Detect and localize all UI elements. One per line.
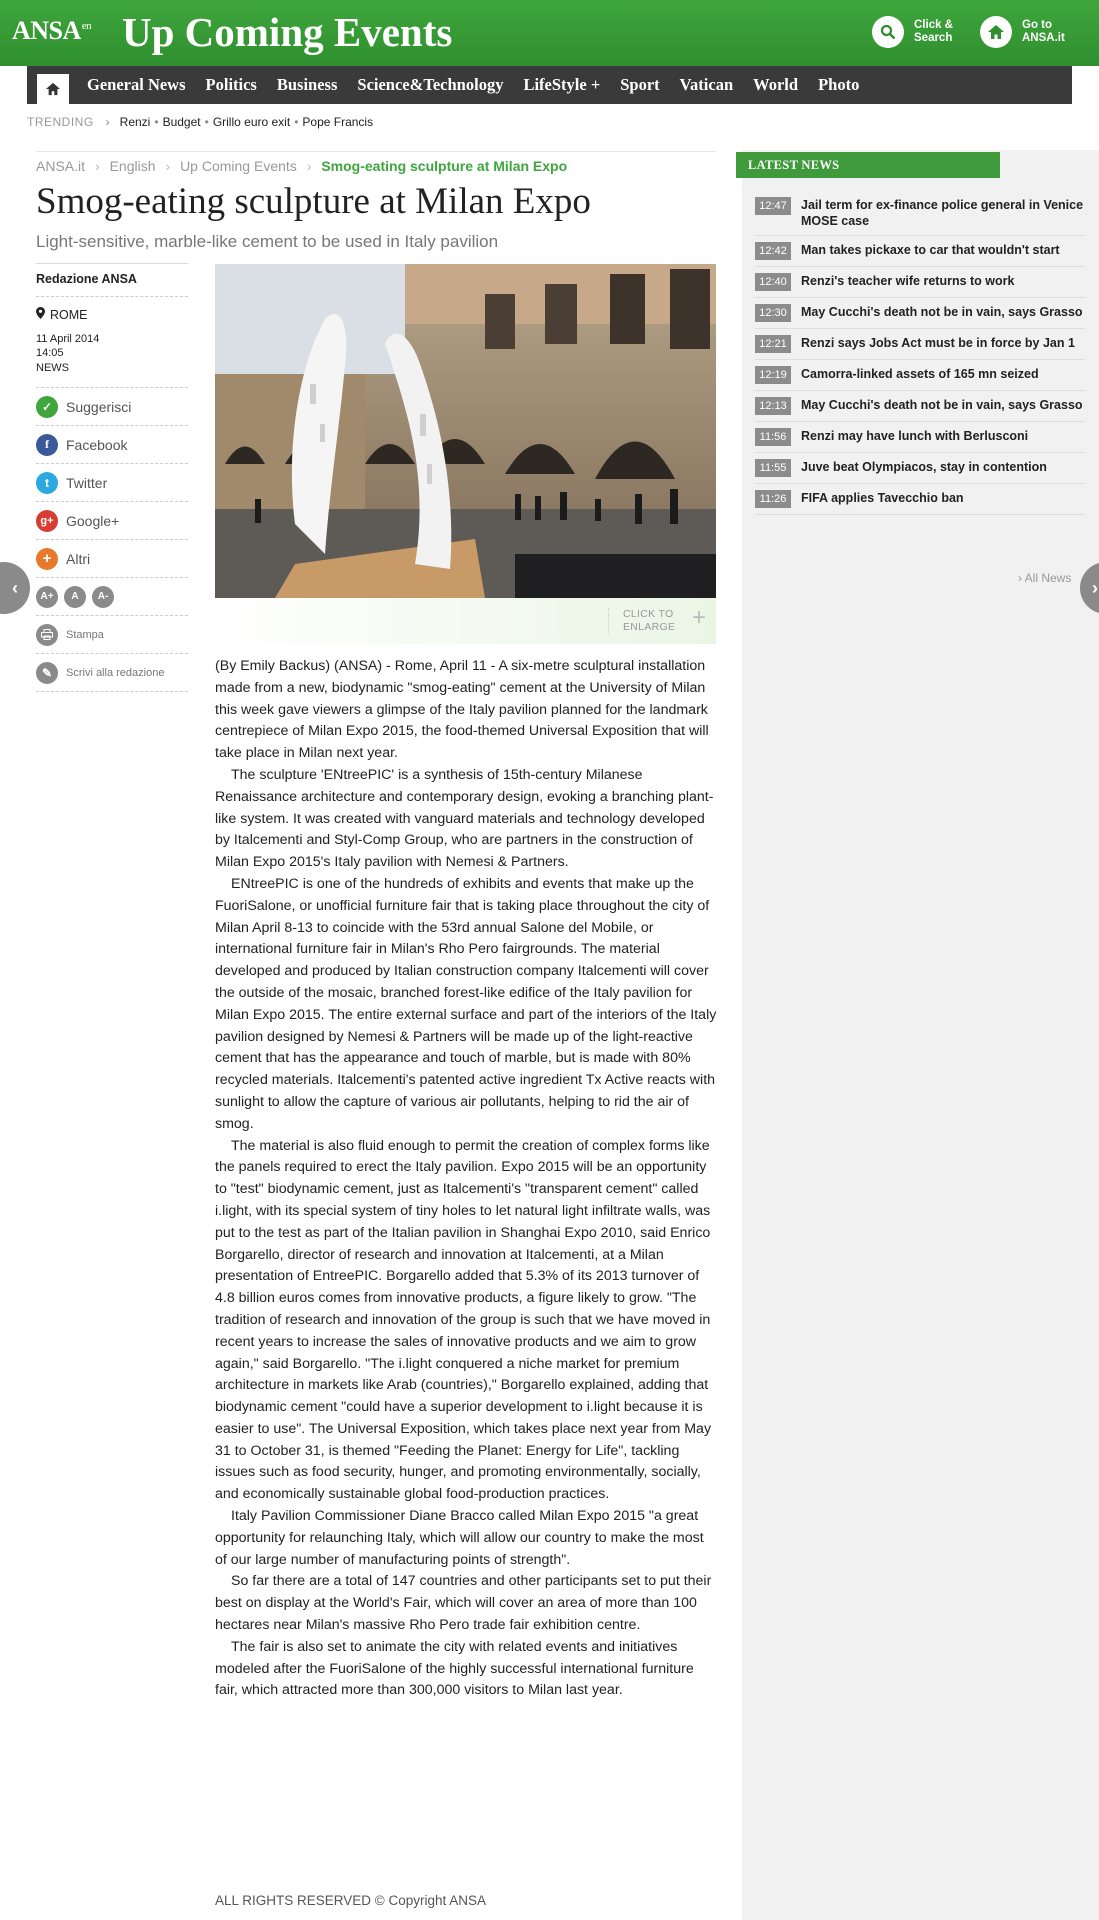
copyright: ALL RIGHTS RESERVED © Copyright ANSA [215,1893,487,1908]
nav-item-science-technology[interactable]: Science&Technology [357,75,504,94]
news-item[interactable] [755,422,1085,453]
trending-label: TRENDING [27,115,94,129]
news-time: 11:55 [755,459,791,477]
share-tools [36,387,188,692]
breadcrumb: ANSA.it › English › Up Coming Events › Smog-eating sculpture at Milan Expo [36,151,716,174]
news-item[interactable] [755,484,1085,515]
news-item[interactable] [755,453,1085,484]
news-title[interactable]: Man takes pickaxe to car that wouldn't start [801,243,1060,257]
enlarge-label: CLICK TO ENLARGE [608,608,675,634]
pencil-icon: ✎ [36,662,58,684]
news-title[interactable]: May Cucchi's death not be in vain, says Grasso [801,398,1083,412]
trending-item[interactable]: Grillo euro exit [212,115,291,129]
chevron-right-icon: › [105,115,110,129]
write-editor-button[interactable]: ✎ Scrivi alla redazione [36,654,188,692]
trending-item[interactable]: Budget [162,115,201,129]
news-item[interactable] [755,360,1085,391]
chevron-left-icon: ‹ [12,577,18,598]
news-time: 12:40 [755,273,791,291]
previous-article-button[interactable] [0,562,30,614]
home-icon [980,16,1012,48]
suggerisci-button[interactable]: ✓ Suggerisci [36,387,188,426]
nav-item-sport[interactable]: Sport [620,75,660,94]
article-body [215,656,717,1702]
news-time: 12:42 [755,242,791,260]
news-time: 12:30 [755,304,791,322]
separator: • [204,115,209,129]
map-pin-icon [36,307,45,322]
news-item[interactable] [755,329,1085,360]
article-photo[interactable] [215,264,716,598]
twitter-button[interactable]: t Twitter [36,464,188,502]
news-time: 12:19 [755,366,791,384]
google-plus-button[interactable]: g+ Google+ [36,502,188,540]
news-title[interactable]: Renzi may have lunch with Berlusconi [801,429,1029,443]
news-item[interactable] [755,298,1085,329]
font-decrease-button[interactable]: A- [92,586,114,608]
news-item[interactable] [755,236,1085,267]
nav-item-photo[interactable]: Photo [818,75,860,94]
news-title[interactable]: FIFA applies Tavecchio ban [801,491,964,505]
article-paragraph: ENtreePIC is one of the hundreds of exhibits and events that make up the FuoriSalone, or unofficial furniture fair that is taking place throughout the city of Milan April 8-13 to coincide with the 53rd annual Salone del Mobile, or international furniture fair in Milan's Rho Pero fairgrounds. The material developed and produced by Italian construction company Italcementi will cover the outside of the mosaic, branched forest-like edifice of the Italy pavilion for Milan Expo 2015. The entire external surface and part of the interiors of the Italy pavilion designed by Nemesi & Partners will be made up of the light-reactive cement that has the appearance and touch of marble, but is made with 80% recycled materials. Italcementi's patented active ingredient Tx Active reacts with sunlight to allow the capture of various air pollutants, helping to rid the air of smog. [215,875,717,1132]
nav-item-politics[interactable]: Politics [205,75,257,94]
font-size-controls [36,578,188,616]
nav-item-vatican[interactable]: Vatican [679,75,734,94]
separator: • [294,115,299,129]
twitter-icon: t [36,472,58,494]
article-paragraph: Italy Pavilion Commissioner Diane Bracco called Milan Expo 2015 "a great opportunity for relaunching Italy, which will allow our country to make the most of our large number of manufacturing points of strength". [215,1508,704,1568]
article-subtitle: Light-sensitive, marble-like cement to be used in Italy pavilion [36,232,499,251]
latest-news-header: LATEST NEWS [736,152,1000,178]
trending-item[interactable]: Renzi [119,115,151,129]
location: ROME [36,307,188,322]
breadcrumb-item[interactable]: English [109,158,156,174]
article-paragraph: The fair is also set to animate the city with related events and initiatives modeled after the FuoriSalone of the highly successful international furniture fair, which attracted more than 300,000 visitors to Milan last year. [215,1638,694,1699]
site-header [0,0,1099,66]
news-time: 11:26 [755,490,791,508]
all-news-link[interactable]: › All News [1018,571,1072,585]
latest-news-list [755,191,1085,515]
news-item[interactable] [755,391,1085,422]
trending-item[interactable]: Pope Francis [302,115,374,129]
search-icon [872,16,904,48]
news-time: 12:47 [755,197,791,215]
facebook-icon: f [36,434,58,456]
google-plus-icon: g+ [36,510,58,532]
font-increase-button[interactable]: A+ [36,586,58,608]
news-title[interactable]: Renzi says Jobs Act must be in force by Jan 1 [801,336,1075,350]
news-title[interactable]: Renzi's teacher wife returns to work [801,274,1015,288]
category: NEWS [36,362,69,374]
main-nav [27,66,1072,104]
plus-icon: + [691,604,706,631]
news-title[interactable]: May Cucchi's death not be in vain, says Grasso [801,305,1083,319]
ansa-logo[interactable]: $ANSA^{en}$ [12,16,92,45]
chevron-right-icon: › [1092,577,1098,598]
nav-item-general-news[interactable]: General News [87,75,186,94]
thumbs-up-icon: ✓ [36,396,58,418]
article-title: Smog-eating sculpture at Milan Expo [36,181,591,222]
publish-date: 11 April 2014 14:05 [36,333,100,359]
separator: • [154,115,159,129]
nav-item-lifestyle[interactable]: LifeStyle + [523,75,601,94]
goto-ansa-button[interactable]: Go to ANSA.it [980,16,1082,48]
nav-item-world[interactable]: World [753,75,799,94]
nav-home-button[interactable] [37,74,69,104]
news-time: 11:56 [755,428,791,446]
printer-icon [36,624,58,646]
section-title[interactable]: Up Coming Events [122,9,453,55]
enlarge-photo-bar[interactable] [215,598,716,644]
home-icon [45,82,61,96]
plus-icon: + [36,548,58,570]
altri-button[interactable]: + Altri [36,540,188,578]
facebook-button[interactable]: f Facebook [36,426,188,464]
print-button[interactable]: Stampa [36,616,188,654]
article-paragraph: The material is also fluid enough to permit the creation of complex forms like the panels required to erect the Italy pavilion. Expo 2015 will be an opportunity to "test" biodynamic cement, just as Italcementi's "transparent cement" called i.light, with its special system of tiny holes to let natural light infiltrate walls, was put to the test as part of the Italian pavilion in Shanghai Expo 2010, said Enrico Borgarello, director of research and innovation at Italcementi, at a Milan presentation of EntreePIC. Borgarello added that 5.3% of its 2013 turnover of 4.8 billion euros comes from innovative products, a figure likely to grow. "The tradition of research and innovation of the group is such that we have moved in recent years to increase the sales of innovative products and we aim to grow again," said Borgarello. "The i.light conquered a niche market for premium architecture in markets like Arab (countries)," Borgarello explained, adding that biodynamic cement "could have a superior development to i.light because it is easier to use". The Universal Exposition, which takes place next year from May 31 to October 31, is themed "Feeding the Planet: Energy for Life", tackling issues such as food security, hunger, and promoting environmentally, socially, and economically sustainable global food-production practices. [215,1137,712,1503]
sculpture-photo [215,264,716,598]
trending-bar [27,115,373,129]
news-item[interactable] [755,191,1085,236]
news-time: 12:21 [755,335,791,353]
font-reset-button[interactable]: A [64,586,86,608]
click-search-button[interactable]: Click & Search [872,16,974,48]
news-item[interactable] [755,267,1085,298]
news-title[interactable]: Jail term for ex-finance police general in Venice MOSE case [801,198,1084,228]
author: Redazione ANSA [36,263,188,286]
article-paragraph: So far there are a total of 147 countries and other participants set to put their best on display at the World's Fair, which will cover an area of more than 100 hectares near Milan's massive Rho Pero trade fair exhibition centre. [215,1573,712,1634]
news-time: 12:13 [755,397,791,415]
news-title[interactable]: Juve beat Olympiacos, stay in contention [801,460,1047,474]
breadcrumb-item[interactable]: Up Coming Events [180,158,297,174]
breadcrumb-current: Smog-eating sculpture at Milan Expo [321,158,568,174]
breadcrumb-item[interactable]: ANSA.it [36,158,86,174]
nav-item-business[interactable]: Business [276,75,338,94]
news-title[interactable]: Camorra-linked assets of 165 mn seized [801,367,1039,381]
article-paragraph: (By Emily Backus) (ANSA) - Rome, April 11 - A six-metre sculptural installation made from a new, biodynamic "smog-eating" cement at the University of Milan this week gave viewers a glimpse of the Italy pavilion planned for the landmark centrepiece of Milan Expo 2015, the food-themed Universal Exposition that will take place in Milan next year. [215,658,709,762]
article-meta [36,263,188,374]
article-paragraph: The sculpture 'ENtreePIC' is a synthesis of 15th-century Milanese Renaissance architecture and contemporary design, evoking a branching plant-like system. It was created with vanguard materials and technology developed by Italcementi and Styl-Comp Group, who are partners in the construction of Milan Expo 2015's Italy pavilion with Nemesi & Partners. [215,766,714,871]
